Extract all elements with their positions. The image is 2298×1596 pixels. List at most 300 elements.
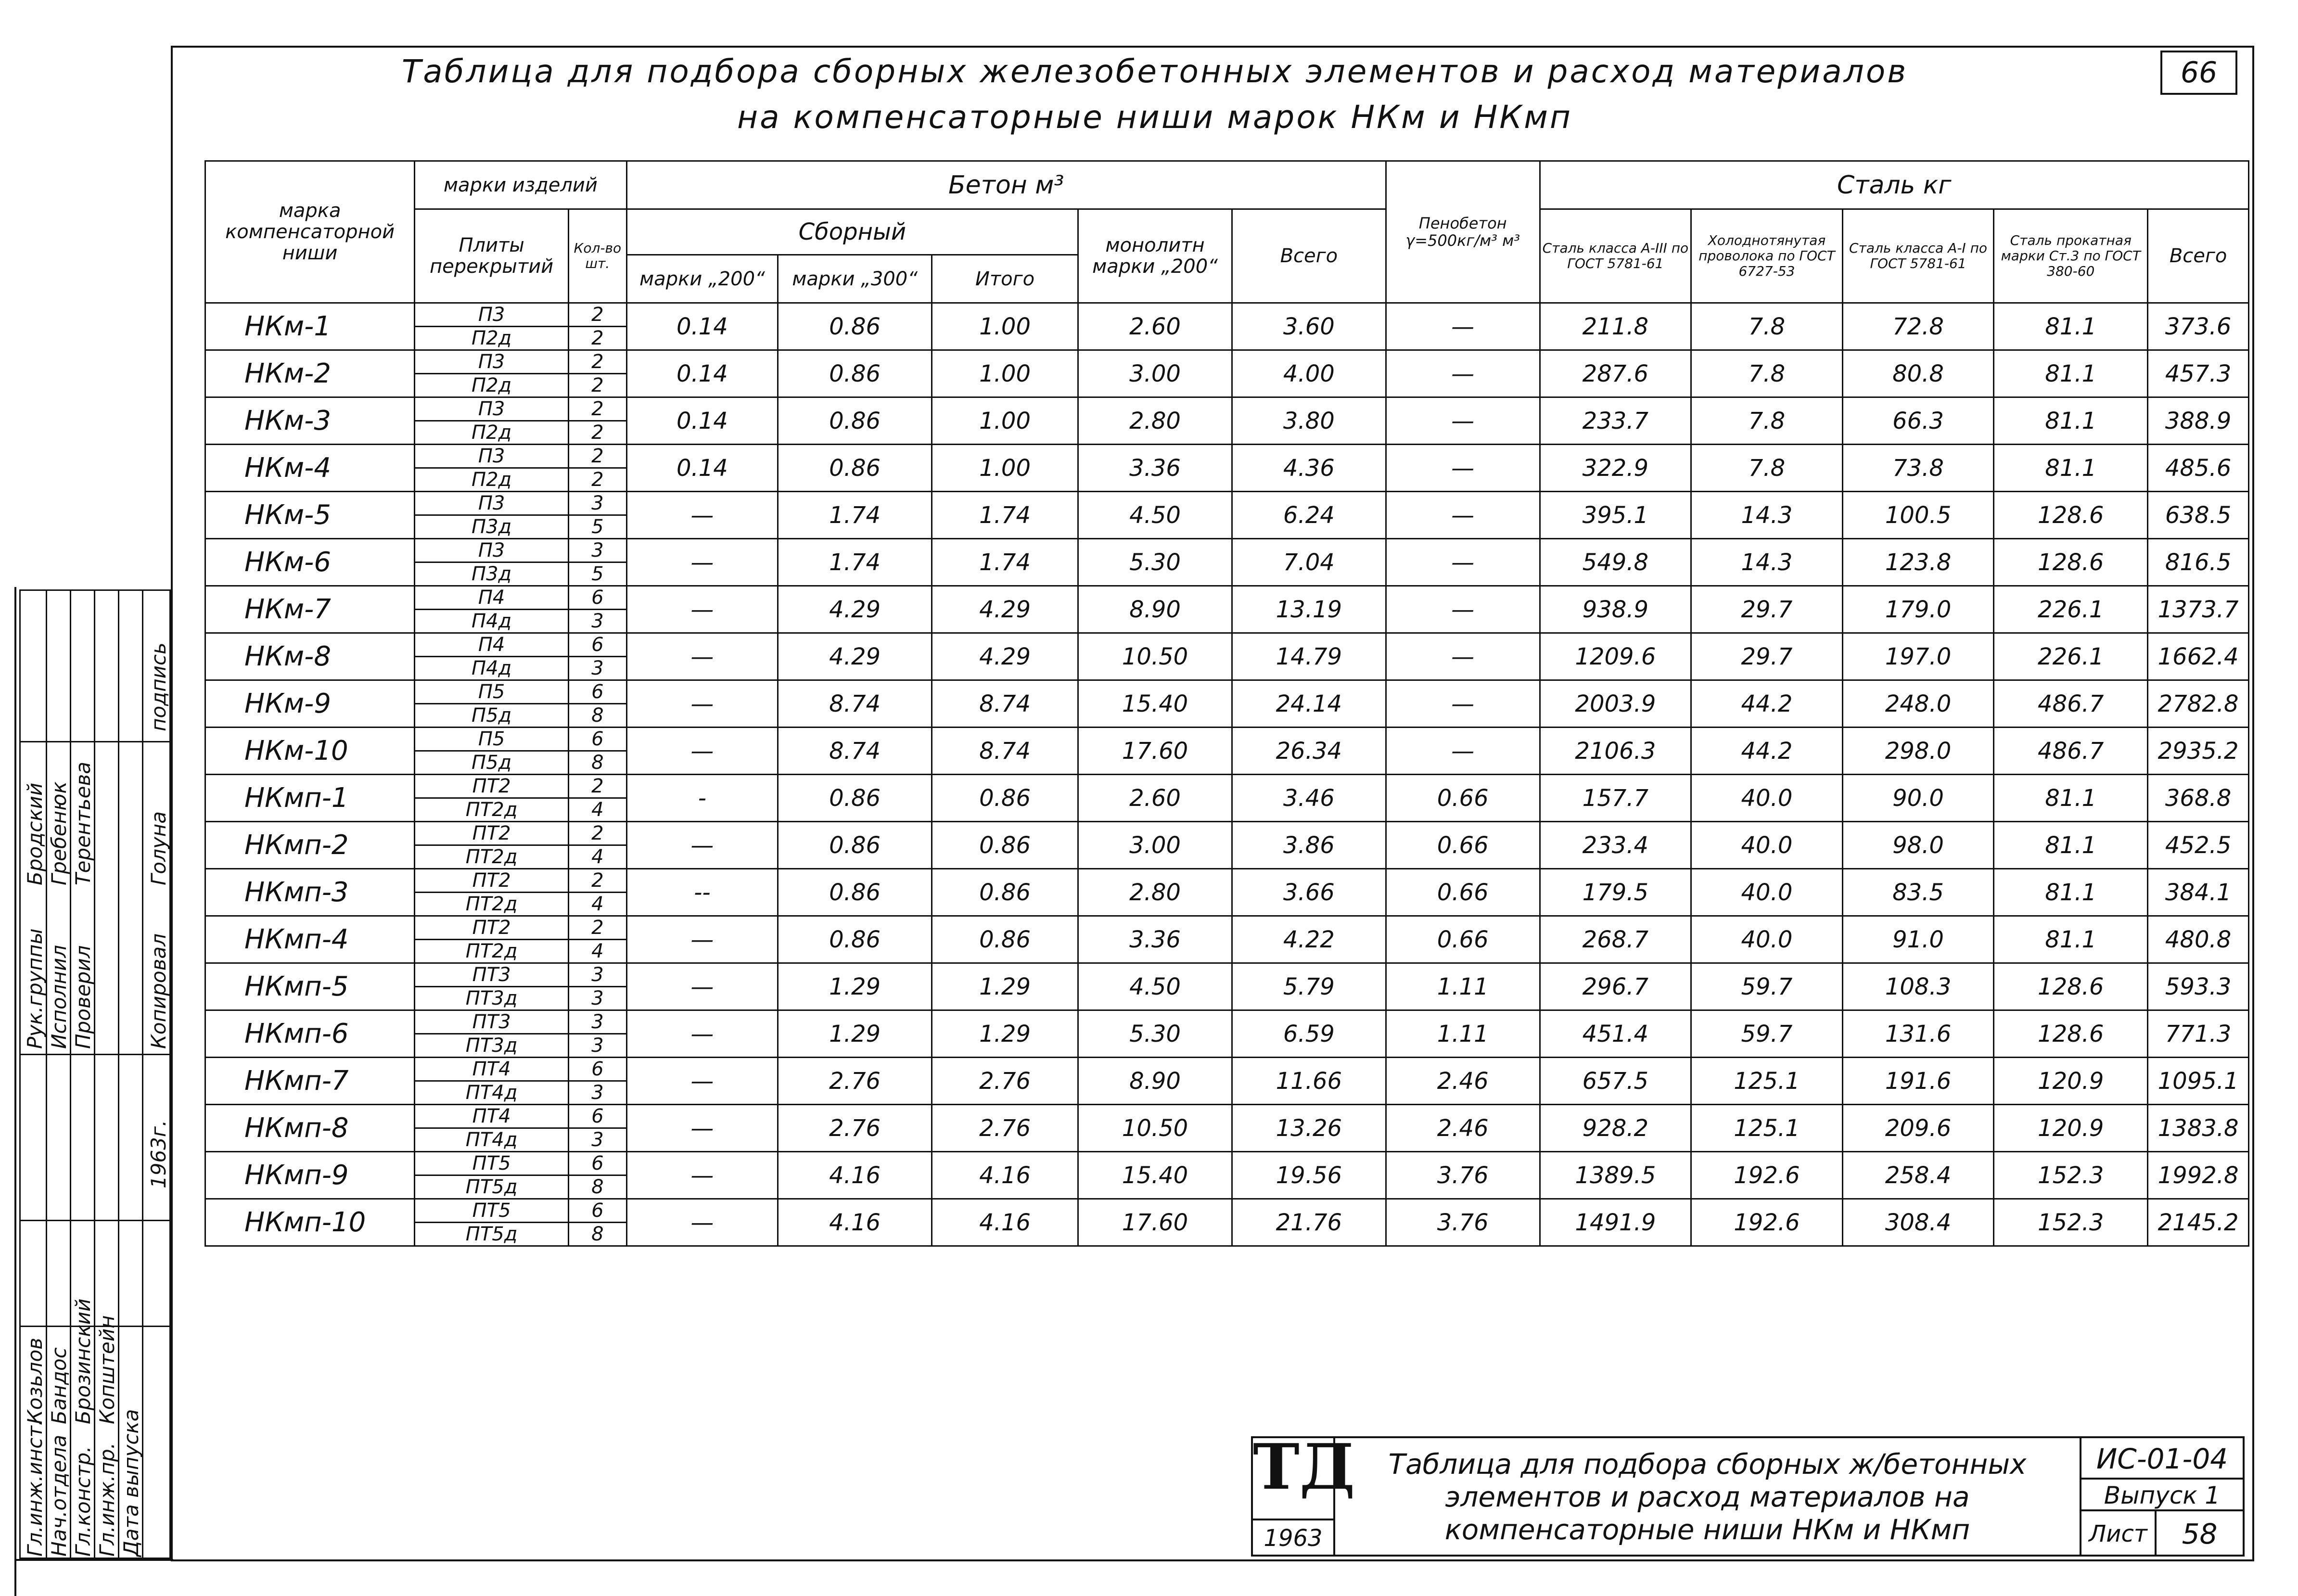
concrete-300-cell: 0.86 — [778, 303, 932, 350]
plate-mark: ПТ2д — [415, 892, 568, 915]
niche-mark-cell: НКм-10 — [205, 728, 415, 775]
header-items: марки изделий — [415, 161, 626, 209]
steel-a3-cell: 938.9 — [1540, 586, 1691, 633]
niche-mark-cell: НКмп-6 — [205, 1010, 415, 1058]
steel-a1-cell: 108.3 — [1842, 963, 1994, 1010]
plate-quantity: 6 — [591, 634, 604, 656]
header-plates: Плиты перекрытий — [415, 209, 569, 303]
steel-total-cell: 457.3 — [2148, 350, 2249, 397]
precast-total-cell: 1.29 — [932, 1010, 1078, 1058]
plate-mark: ПТ2д — [415, 939, 568, 962]
concrete-200-cell: — — [626, 916, 778, 963]
concrete-total-cell: 4.22 — [1232, 916, 1386, 963]
monolith-cell: 5.30 — [1078, 539, 1232, 586]
plate-mark: П3д — [415, 514, 568, 538]
left-margin-line — [14, 587, 16, 1596]
stamp-copied-label: Копировал — [147, 933, 170, 1049]
monolith-cell: 5.30 — [1078, 1010, 1232, 1058]
bottom-margin-line — [14, 1559, 173, 1561]
table-header — [205, 161, 2249, 303]
plate-quantity: 6 — [591, 728, 604, 750]
stamp-role-chief-designer: Гл.констр. — [71, 1446, 95, 1557]
concrete-200-cell: — — [626, 680, 778, 728]
steel-a1-cell: 91.0 — [1842, 916, 1994, 963]
foam-concrete-cell: — — [1386, 586, 1540, 633]
steel-rolled-cell: 81.1 — [1994, 775, 2148, 822]
concrete-200-cell: - — [626, 775, 778, 822]
concrete-300-cell: 0.86 — [778, 822, 932, 869]
title-block-year: 1963 — [1251, 1519, 1335, 1557]
precast-total-cell: 1.00 — [932, 303, 1078, 350]
steel-a1-cell: 131.6 — [1842, 1010, 1994, 1058]
plate-mark: П3 — [478, 351, 505, 373]
niche-mark-cell: НКмп-9 — [205, 1152, 415, 1199]
concrete-200-cell: — — [626, 1010, 778, 1058]
concrete-300-cell: 0.86 — [778, 350, 932, 397]
header-precast-total: Итого — [932, 255, 1078, 303]
stamp-name-brodsky: Бродский — [23, 782, 47, 885]
steel-a3-cell: 1209.6 — [1540, 633, 1691, 680]
foam-concrete-cell: — — [1386, 680, 1540, 728]
stamp-divider — [19, 1054, 171, 1055]
header-steel-cold-drawn: Холоднотянутая проволока по ГОСТ 6727-53 — [1691, 209, 1843, 303]
precast-total-cell: 1.00 — [932, 397, 1078, 445]
concrete-300-cell: 0.86 — [778, 445, 932, 492]
steel-a3-cell: 2106.3 — [1540, 728, 1691, 775]
niche-mark-cell: НКмп-2 — [205, 822, 415, 869]
plate-mark: ПТ2 — [472, 775, 511, 797]
steel-a3-cell: 268.7 — [1540, 916, 1691, 963]
concrete-200-cell: 0.14 — [626, 303, 778, 350]
plate-quantity: 2 — [591, 822, 604, 844]
monolith-cell: 8.90 — [1078, 586, 1232, 633]
foam-concrete-cell: 2.46 — [1386, 1105, 1540, 1152]
quantity-cell — [569, 963, 627, 1010]
foam-concrete-cell: 2.46 — [1386, 1058, 1540, 1105]
foam-concrete-cell: — — [1386, 492, 1540, 539]
monolith-cell: 15.40 — [1078, 680, 1232, 728]
concrete-total-cell: 3.80 — [1232, 397, 1386, 445]
steel-a1-cell: 66.3 — [1842, 397, 1994, 445]
plates-cell — [415, 303, 569, 350]
steel-cold-drawn-cell: 7.8 — [1691, 397, 1843, 445]
concrete-200-cell: — — [626, 492, 778, 539]
monolith-cell: 3.36 — [1078, 445, 1232, 492]
monolith-cell: 2.80 — [1078, 397, 1232, 445]
steel-total-cell: 1383.8 — [2148, 1105, 2249, 1152]
steel-cold-drawn-cell: 44.2 — [1691, 728, 1843, 775]
plate-mark: ПТ2 — [472, 869, 511, 892]
foam-concrete-cell: 1.11 — [1386, 963, 1540, 1010]
precast-total-cell: 2.76 — [932, 1058, 1078, 1105]
plate-quantity: 2 — [591, 775, 604, 797]
steel-cold-drawn-cell: 192.6 — [1691, 1152, 1843, 1199]
plate-quantity: 8 — [569, 703, 626, 727]
steel-a3-cell: 179.5 — [1540, 869, 1691, 916]
title-block-description: Таблица для подбора сборных ж/бетонных элементов и расход материалов на компенсаторные ниши НКм и НКмп — [1333, 1436, 2081, 1557]
plate-mark: П2д — [415, 373, 568, 396]
quantity-cell — [569, 680, 627, 728]
stamp-divider — [19, 741, 171, 742]
plates-cell — [415, 963, 569, 1010]
organization-logo: ТД — [1251, 1436, 1335, 1520]
plates-cell — [415, 397, 569, 445]
steel-cold-drawn-cell: 7.8 — [1691, 445, 1843, 492]
precast-total-cell: 1.29 — [932, 963, 1078, 1010]
plate-mark: П3 — [478, 398, 505, 420]
sheet-number: 58 — [2155, 1509, 2245, 1557]
concrete-total-cell: 13.19 — [1232, 586, 1386, 633]
steel-rolled-cell: 128.6 — [1994, 492, 2148, 539]
plate-mark: П3 — [478, 539, 505, 562]
concrete-total-cell: 13.26 — [1232, 1105, 1386, 1152]
steel-total-cell: 771.3 — [2148, 1010, 2249, 1058]
table-row — [205, 916, 2249, 963]
monolith-cell: 8.90 — [1078, 1058, 1232, 1105]
foam-concrete-cell: — — [1386, 445, 1540, 492]
plates-cell — [415, 350, 569, 397]
monolith-cell: 3.00 — [1078, 822, 1232, 869]
plate-quantity: 2 — [591, 351, 604, 373]
plate-mark: ПТ2д — [415, 797, 568, 821]
concrete-200-cell: -- — [626, 869, 778, 916]
concrete-300-cell: 0.86 — [778, 869, 932, 916]
foam-concrete-cell: 0.66 — [1386, 916, 1540, 963]
steel-rolled-cell: 81.1 — [1994, 303, 2148, 350]
stamp-name-brozinsky: Брозинский — [71, 1298, 95, 1424]
steel-a1-cell: 191.6 — [1842, 1058, 1994, 1105]
steel-cold-drawn-cell: 40.0 — [1691, 775, 1843, 822]
concrete-200-cell: — — [626, 728, 778, 775]
precast-total-cell: 8.74 — [932, 728, 1078, 775]
plates-cell — [415, 1010, 569, 1058]
plate-quantity: 2 — [591, 398, 604, 420]
table-row — [205, 303, 2249, 350]
plate-quantity: 8 — [569, 1222, 626, 1245]
table-row — [205, 822, 2249, 869]
steel-cold-drawn-cell: 40.0 — [1691, 869, 1843, 916]
steel-a3-cell: 296.7 — [1540, 963, 1691, 1010]
plates-cell — [415, 1199, 569, 1246]
table-row — [205, 1010, 2249, 1058]
table-row — [205, 445, 2249, 492]
header-monolith: монолитн марки „200“ — [1078, 209, 1232, 303]
plate-quantity: 3 — [569, 656, 626, 679]
concrete-total-cell: 4.00 — [1232, 350, 1386, 397]
foam-concrete-cell: 1.11 — [1386, 1010, 1540, 1058]
quantity-cell — [569, 586, 627, 633]
stamp-position-checked: Проверил — [71, 945, 95, 1049]
steel-a1-cell: 298.0 — [1842, 728, 1994, 775]
plate-quantity: 2 — [569, 326, 626, 349]
foam-concrete-cell: — — [1386, 728, 1540, 775]
concrete-300-cell: 4.29 — [778, 633, 932, 680]
plate-mark: ПТ5 — [472, 1152, 511, 1175]
table-row — [205, 492, 2249, 539]
steel-total-cell: 384.1 — [2148, 869, 2249, 916]
concrete-200-cell: — — [626, 1199, 778, 1246]
header-steel: Сталь кг — [1540, 161, 2248, 209]
plate-quantity: 2 — [591, 869, 604, 892]
header-grade-300: марки „300“ — [778, 255, 932, 303]
plate-mark: П2д — [415, 420, 568, 444]
concrete-total-cell: 3.66 — [1232, 869, 1386, 916]
precast-total-cell: 0.86 — [932, 916, 1078, 963]
steel-cold-drawn-cell: 29.7 — [1691, 586, 1843, 633]
precast-total-cell: 0.86 — [932, 869, 1078, 916]
table-body — [205, 303, 2249, 1246]
stamp-name-kopshtein: Копштейн — [95, 1315, 119, 1424]
niche-mark-cell: НКм-2 — [205, 350, 415, 397]
plate-quantity: 3 — [569, 609, 626, 632]
monolith-cell: 2.60 — [1078, 303, 1232, 350]
plate-quantity: 2 — [569, 420, 626, 444]
plate-mark: П5 — [478, 681, 505, 703]
concrete-total-cell: 7.04 — [1232, 539, 1386, 586]
plate-quantity: 3 — [569, 986, 626, 1009]
concrete-total-cell: 6.59 — [1232, 1010, 1386, 1058]
quantity-cell — [569, 633, 627, 680]
header-mark: марка компенсаторной ниши — [205, 161, 415, 303]
concrete-200-cell: 0.14 — [626, 350, 778, 397]
plate-quantity: 6 — [591, 1152, 604, 1175]
steel-a1-cell: 258.4 — [1842, 1152, 1994, 1199]
steel-a3-cell: 657.5 — [1540, 1058, 1691, 1105]
concrete-total-cell: 21.76 — [1232, 1199, 1386, 1246]
table-row — [205, 1199, 2249, 1246]
stamp-name-terentyeva: Терентьева — [71, 761, 95, 885]
niche-mark-cell: НКм-8 — [205, 633, 415, 680]
quantity-cell — [569, 1199, 627, 1246]
plate-quantity: 3 — [569, 1033, 626, 1057]
stamp-role-dept-head: Нач.отдела — [47, 1434, 71, 1557]
plate-mark: ПТ3 — [472, 1011, 511, 1033]
plate-quantity: 4 — [569, 939, 626, 962]
plate-quantity: 2 — [569, 467, 626, 491]
plates-cell — [415, 869, 569, 916]
title-block — [1251, 1430, 2245, 1557]
niche-mark-cell: НКмп-1 — [205, 775, 415, 822]
plate-mark: ПТ5д — [415, 1222, 568, 1245]
concrete-total-cell: 14.79 — [1232, 633, 1386, 680]
steel-a3-cell: 233.4 — [1540, 822, 1691, 869]
plate-mark: П2д — [415, 326, 568, 349]
plates-cell — [415, 1058, 569, 1105]
steel-rolled-cell: 81.1 — [1994, 869, 2148, 916]
concrete-300-cell: 2.76 — [778, 1105, 932, 1152]
concrete-total-cell: 3.86 — [1232, 822, 1386, 869]
plate-mark: П4д — [415, 656, 568, 679]
header-concrete-total: Всего — [1232, 209, 1386, 303]
foam-concrete-cell: — — [1386, 350, 1540, 397]
quantity-cell — [569, 728, 627, 775]
steel-a1-cell: 197.0 — [1842, 633, 1994, 680]
niche-mark-cell: НКм-7 — [205, 586, 415, 633]
table-row — [205, 1152, 2249, 1199]
plate-mark: ПТ4д — [415, 1127, 568, 1151]
page-number: 66 — [2160, 51, 2237, 95]
plates-cell — [415, 822, 569, 869]
steel-cold-drawn-cell: 40.0 — [1691, 916, 1843, 963]
steel-rolled-cell: 152.3 — [1994, 1152, 2148, 1199]
quantity-cell — [569, 1152, 627, 1199]
steel-rolled-cell: 486.7 — [1994, 680, 2148, 728]
steel-cold-drawn-cell: 7.8 — [1691, 350, 1843, 397]
monolith-cell: 2.60 — [1078, 775, 1232, 822]
foam-concrete-cell: — — [1386, 633, 1540, 680]
foam-concrete-cell: 3.76 — [1386, 1152, 1540, 1199]
plates-cell — [415, 680, 569, 728]
plate-mark: П4 — [478, 587, 505, 609]
steel-a3-cell: 549.8 — [1540, 539, 1691, 586]
header-concrete: Бетон м³ — [626, 161, 1386, 209]
steel-cold-drawn-cell: 29.7 — [1691, 633, 1843, 680]
steel-total-cell: 816.5 — [2148, 539, 2249, 586]
concrete-total-cell: 3.60 — [1232, 303, 1386, 350]
precast-total-cell: 2.76 — [932, 1105, 1078, 1152]
header-foam-concrete: Пенобетон γ=500кг/м³ м³ — [1386, 161, 1540, 303]
steel-a3-cell: 2003.9 — [1540, 680, 1691, 728]
concrete-total-cell: 19.56 — [1232, 1152, 1386, 1199]
steel-a3-cell: 1389.5 — [1540, 1152, 1691, 1199]
steel-total-cell: 1095.1 — [2148, 1058, 2249, 1105]
steel-a1-cell: 100.5 — [1842, 492, 1994, 539]
steel-a1-cell: 83.5 — [1842, 869, 1994, 916]
concrete-200-cell: — — [626, 1058, 778, 1105]
header-steel-total: Всего — [2148, 209, 2249, 303]
steel-rolled-cell: 152.3 — [1994, 1199, 2148, 1246]
concrete-300-cell: 0.86 — [778, 916, 932, 963]
concrete-total-cell: 5.79 — [1232, 963, 1386, 1010]
steel-rolled-cell: 120.9 — [1994, 1058, 2148, 1105]
table-row — [205, 775, 2249, 822]
niche-mark-cell: НКм-1 — [205, 303, 415, 350]
concrete-300-cell: 2.76 — [778, 1058, 932, 1105]
steel-rolled-cell: 81.1 — [1994, 350, 2148, 397]
precast-total-cell: 1.00 — [932, 350, 1078, 397]
precast-total-cell: 4.29 — [932, 586, 1078, 633]
table-row — [205, 633, 2249, 680]
quantity-cell — [569, 492, 627, 539]
monolith-cell: 10.50 — [1078, 1105, 1232, 1152]
plate-quantity: 8 — [569, 1175, 626, 1198]
plate-quantity: 6 — [591, 587, 604, 609]
steel-rolled-cell: 81.1 — [1994, 822, 2148, 869]
steel-rolled-cell: 486.7 — [1994, 728, 2148, 775]
steel-cold-drawn-cell: 40.0 — [1691, 822, 1843, 869]
steel-total-cell: 593.3 — [2148, 963, 2249, 1010]
steel-cold-drawn-cell: 59.7 — [1691, 963, 1843, 1010]
niche-mark-cell: НКм-9 — [205, 680, 415, 728]
steel-cold-drawn-cell: 59.7 — [1691, 1010, 1843, 1058]
steel-a1-cell: 80.8 — [1842, 350, 1994, 397]
concrete-200-cell: — — [626, 1105, 778, 1152]
quantity-cell — [569, 350, 627, 397]
quantity-cell — [569, 445, 627, 492]
concrete-200-cell: — — [626, 1152, 778, 1199]
stamp-position-group-lead: Рук.группы — [23, 928, 47, 1049]
plate-quantity: 2 — [591, 304, 604, 326]
stamp-role-chief-engineer: Гл.инж.инст. — [23, 1419, 47, 1557]
foam-concrete-cell: 0.66 — [1386, 775, 1540, 822]
concrete-200-cell: 0.14 — [626, 397, 778, 445]
precast-total-cell: 0.86 — [932, 822, 1078, 869]
concrete-300-cell: 4.29 — [778, 586, 932, 633]
plates-cell — [415, 633, 569, 680]
plate-quantity: 4 — [569, 844, 626, 868]
steel-total-cell: 452.5 — [2148, 822, 2249, 869]
plate-mark: ПТ3д — [415, 986, 568, 1009]
plate-quantity: 8 — [569, 750, 626, 774]
plate-quantity: 3 — [591, 539, 604, 562]
foam-concrete-cell: — — [1386, 539, 1540, 586]
concrete-300-cell: 8.74 — [778, 680, 932, 728]
stamp-copied-name: Голуна — [147, 811, 170, 885]
stamp-role-project-engineer: Гл.инж.пр. — [95, 1442, 119, 1557]
table-row — [205, 586, 2249, 633]
plate-quantity: 5 — [569, 514, 626, 538]
plate-quantity: 6 — [591, 1105, 604, 1127]
plate-quantity: 6 — [591, 1058, 604, 1080]
plate-quantity: 4 — [569, 892, 626, 915]
quantity-cell — [569, 916, 627, 963]
plate-mark: П5д — [415, 750, 568, 774]
header-grade-200: марки „200“ — [626, 255, 778, 303]
concrete-300-cell: 0.86 — [778, 397, 932, 445]
quantity-cell — [569, 1010, 627, 1058]
plate-quantity: 3 — [591, 964, 604, 986]
plate-quantity: 5 — [569, 562, 626, 585]
plate-quantity: 2 — [591, 917, 604, 939]
plate-quantity: 3 — [569, 1080, 626, 1104]
niche-mark-cell: НКмп-5 — [205, 963, 415, 1010]
steel-rolled-cell: 120.9 — [1994, 1105, 2148, 1152]
plate-mark: ПТ2 — [472, 917, 511, 939]
steel-a1-cell: 209.6 — [1842, 1105, 1994, 1152]
issue-number: Выпуск 1 — [2080, 1478, 2245, 1511]
foam-concrete-cell: 0.66 — [1386, 822, 1540, 869]
steel-rolled-cell: 128.6 — [1994, 539, 2148, 586]
precast-total-cell: 0.86 — [932, 775, 1078, 822]
table-row — [205, 539, 2249, 586]
concrete-200-cell: — — [626, 963, 778, 1010]
plate-mark: ПТ5д — [415, 1175, 568, 1198]
plate-quantity: 6 — [591, 681, 604, 703]
concrete-200-cell: 0.14 — [626, 445, 778, 492]
header-qty: Кол-во шт. — [569, 209, 627, 303]
steel-cold-drawn-cell: 125.1 — [1691, 1105, 1843, 1152]
stamp-name-grebenyuk: Гребенюк — [47, 781, 71, 885]
precast-total-cell: 4.16 — [932, 1152, 1078, 1199]
monolith-cell: 15.40 — [1078, 1152, 1232, 1199]
precast-total-cell: 1.74 — [932, 539, 1078, 586]
concrete-300-cell: 8.74 — [778, 728, 932, 775]
niche-mark-cell: НКмп-7 — [205, 1058, 415, 1105]
foam-concrete-cell: — — [1386, 397, 1540, 445]
plate-mark: ПТ4д — [415, 1080, 568, 1104]
concrete-300-cell: 4.16 — [778, 1199, 932, 1246]
table-row — [205, 869, 2249, 916]
plates-cell — [415, 586, 569, 633]
plate-quantity: 3 — [569, 1127, 626, 1151]
steel-total-cell: 373.6 — [2148, 303, 2249, 350]
plate-mark: ПТ2д — [415, 844, 568, 868]
steel-total-cell: 2782.8 — [2148, 680, 2249, 728]
table-row — [205, 963, 2249, 1010]
quantity-cell — [569, 869, 627, 916]
plates-cell — [415, 1105, 569, 1152]
quantity-cell — [569, 1105, 627, 1152]
